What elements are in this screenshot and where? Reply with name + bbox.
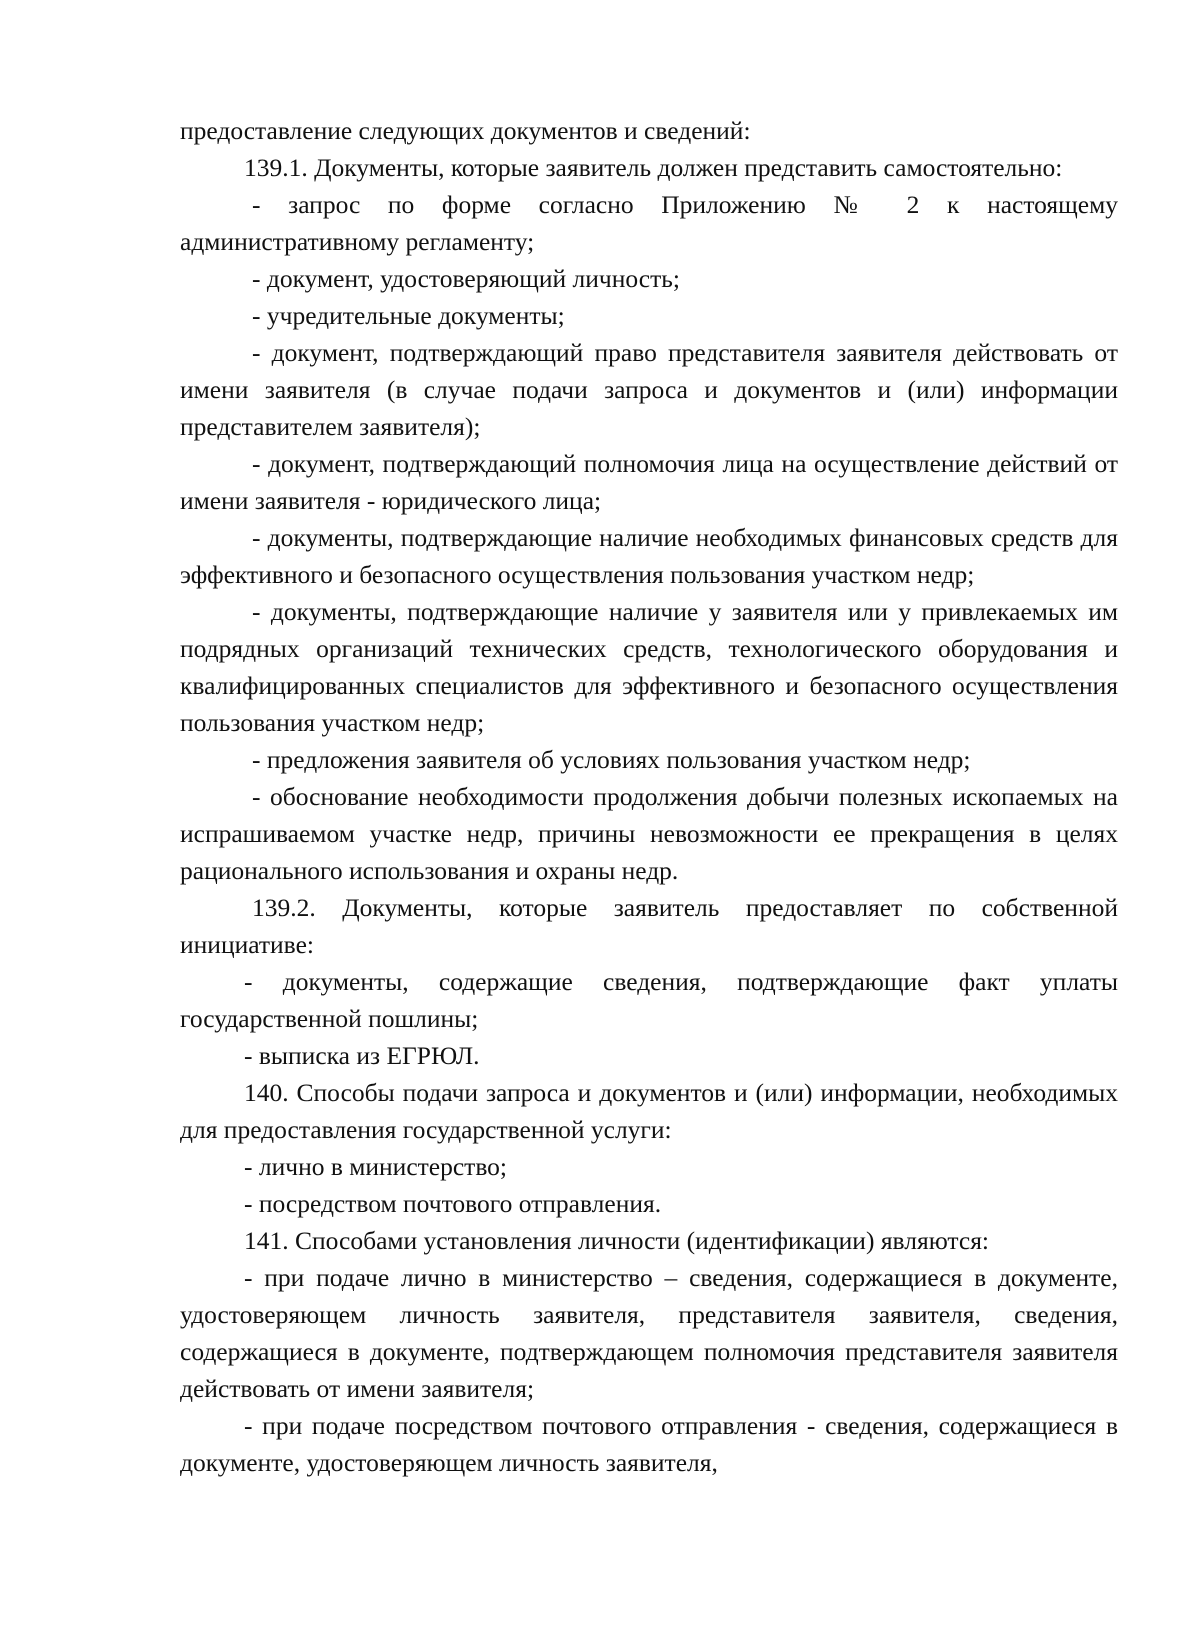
paragraph-intro: предоставление следующих документов и сведений: <box>180 116 751 145</box>
list-item: - документ, подтверждающий полномочия лица на осуществление действий от имени заявителя - юридического лица; <box>180 449 1118 515</box>
list-item: - выписка из ЕГРЮЛ. <box>244 1041 480 1070</box>
list-item: - лично в министерство; <box>244 1152 508 1181</box>
paragraph-139-1: 139.1. Документы, которые заявитель должен представить самостоятельно: <box>244 153 1063 182</box>
list-item: - предложения заявителя об условиях пользования участком недр; <box>252 745 971 774</box>
paragraph-140: 140. Способы подачи запроса и документов и (или) информации, необходимых для предоставления государственной услуги: <box>180 1078 1118 1144</box>
list-item: - документы, содержащие сведения, подтверждающие факт уплаты государственной пошлины; <box>180 967 1118 1033</box>
list-item: - документ, удостоверяющий личность; <box>252 264 680 293</box>
list-item: - документы, подтверждающие наличие у заявителя или у привлекаемых им подрядных организаций технических средств, технологического оборудования и квалифицированных специалистов для эффективного и безопасного осуществления пользования участком недр; <box>180 597 1118 737</box>
list-item: - документы, подтверждающие наличие необходимых финансовых средств для эффективного и безопасного осуществления пользования участком недр; <box>180 523 1118 589</box>
list-item: - учредительные документы; <box>252 301 565 330</box>
paragraph-139-2: 139.2. Документы, которые заявитель предоставляет по собственной инициативе: <box>180 893 1118 959</box>
list-item: - документ, подтверждающий право представителя заявителя действовать от имени заявителя (в случае подачи запроса и документов и (или) информации представителем заявителя); <box>180 338 1118 441</box>
list-item: - обоснование необходимости продолжения добычи полезных ископаемых на испрашиваемом участке недр, причины невозможности ее прекращения в целях рационального использования и охраны недр. <box>180 782 1118 885</box>
list-item: - посредством почтового отправления. <box>244 1189 662 1218</box>
paragraph-141: 141. Способами установления личности (идентификации) являются: <box>244 1226 990 1255</box>
document-page <box>180 112 1118 1481</box>
list-item: - запрос по форме согласно Приложению № 2 к настоящему административному регламенту; <box>180 190 1118 256</box>
list-item: - при подаче посредством почтового отправления - сведения, содержащиеся в документе, удостоверяющем личность заявителя, <box>180 1411 1118 1477</box>
list-item: - при подаче лично в министерство – сведения, содержащиеся в документе, удостоверяющем личность заявителя, представителя заявителя, сведения, содержащиеся в документе, подтверждающем полномочия представителя заявителя действовать от имени заявителя; <box>180 1263 1118 1403</box>
